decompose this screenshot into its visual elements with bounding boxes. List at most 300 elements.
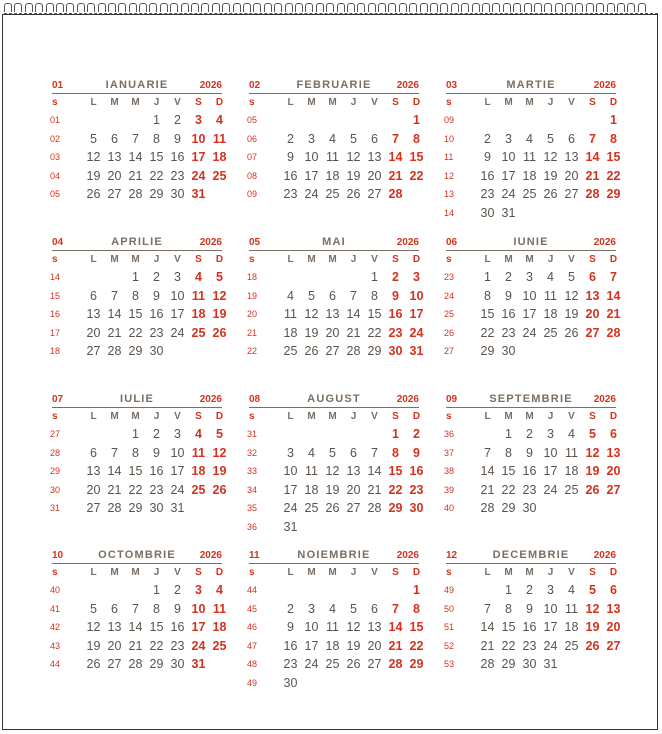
week-number-header: s [446, 567, 452, 578]
day-cell: 11 [523, 150, 536, 164]
day-cell: 24 [170, 482, 185, 497]
day-cell: 3 [505, 131, 512, 146]
day-cell: 8 [132, 288, 139, 303]
month-name: MAI [322, 236, 346, 248]
weekend-day-cell: 14 [388, 620, 403, 634]
day-cell: 1 [484, 270, 491, 284]
day-cell: 5 [308, 288, 315, 303]
day-cell: 14 [346, 307, 361, 321]
weekday-header-row [249, 564, 419, 581]
month-header [249, 236, 419, 251]
day-cell: 4 [547, 270, 554, 284]
day-cell: 22 [149, 638, 164, 653]
weekday-label: J [153, 97, 160, 108]
week-number: 30 [50, 484, 61, 495]
weekday-header-row [446, 408, 616, 425]
day-cell: 11 [326, 620, 339, 634]
weekend-day-cell: 18 [212, 150, 227, 164]
week-number: 05 [247, 115, 258, 125]
day-cell: 1 [153, 113, 160, 127]
week-number: 27 [50, 429, 61, 439]
day-cell: 25 [543, 325, 558, 340]
week-row [444, 618, 621, 637]
weekend-day-cell: 14 [388, 150, 403, 164]
month-header [52, 393, 222, 408]
week-number: 02 [50, 133, 61, 144]
weekday-label: S [589, 411, 596, 422]
weekend-day-cell: 6 [589, 270, 596, 284]
week-number: 33 [247, 466, 258, 476]
day-cell: 20 [325, 325, 340, 340]
day-cell: 4 [329, 601, 336, 616]
weekend-day-cell: 3 [413, 270, 420, 284]
weekend-day-cell: 15 [388, 464, 403, 478]
day-cell: 18 [522, 168, 537, 183]
month-name: NOIEMBRIE [297, 549, 371, 561]
month-number: 07 [52, 394, 64, 405]
weekday-label: M [504, 411, 513, 422]
week-row [247, 462, 424, 481]
week-number: 44 [247, 585, 258, 595]
day-cell: 3 [308, 131, 315, 146]
day-cell: 3 [547, 583, 554, 597]
week-number: 47 [247, 640, 258, 651]
weekday-label: M [328, 254, 337, 265]
day-cell: 9 [153, 445, 160, 460]
day-cell: 30 [522, 501, 537, 515]
day-cell: 23 [522, 482, 537, 497]
day-cell: 30 [522, 657, 537, 671]
week-row [444, 167, 621, 186]
day-cell: 7 [111, 288, 118, 303]
week-number: 34 [247, 484, 258, 495]
day-cell: 17 [522, 307, 537, 321]
weekend-day-cell: 15 [409, 620, 424, 634]
day-cell: 1 [371, 270, 378, 284]
week-row [247, 637, 424, 656]
week-row [247, 499, 424, 518]
weekend-day-cell: 29 [388, 501, 403, 515]
week-row [247, 342, 424, 361]
week-number: 31 [50, 503, 61, 513]
weekend-day-cell: 7 [392, 131, 399, 146]
weekend-day-cell: 11 [191, 445, 206, 460]
weekday-label: S [195, 411, 202, 422]
day-cell: 6 [90, 288, 97, 303]
weekend-day-cell: 23 [388, 325, 403, 340]
day-cell: 15 [149, 620, 164, 634]
weekend-day-cell: 13 [606, 601, 621, 616]
weekday-label: S [589, 254, 596, 265]
day-cell: 2 [153, 270, 160, 284]
weekend-day-cell: 5 [216, 270, 223, 284]
day-cell: 19 [564, 307, 579, 321]
month-number: 11 [249, 550, 260, 561]
day-cell: 9 [153, 288, 160, 303]
week-number: 37 [444, 447, 455, 458]
weekday-label: D [609, 97, 618, 108]
week-row [249, 268, 419, 287]
week-row [444, 305, 621, 324]
day-cell: 16 [522, 464, 537, 478]
weekday-label: L [287, 411, 294, 422]
month-block [247, 549, 424, 692]
weekday-label: S [392, 411, 399, 422]
week-row [52, 655, 222, 674]
month-number: 12 [446, 550, 458, 561]
day-cell: 9 [287, 150, 294, 164]
day-cell: 12 [304, 307, 319, 321]
week-number: 40 [50, 585, 61, 595]
day-cell: 21 [107, 325, 122, 340]
day-cell: 30 [170, 187, 185, 201]
day-cell: 21 [480, 482, 495, 497]
weekday-label: J [350, 254, 357, 265]
weekend-day-cell: 7 [610, 270, 617, 284]
week-number: 04 [50, 170, 61, 181]
week-row [446, 342, 616, 361]
weekday-label: M [110, 254, 119, 265]
week-number: 46 [247, 622, 258, 632]
week-number: 53 [444, 659, 455, 669]
month-year: 2026 [593, 550, 616, 561]
day-cell: 27 [86, 501, 101, 515]
week-row [247, 481, 424, 500]
month-block [444, 393, 621, 518]
day-cell: 25 [283, 344, 298, 358]
day-cell: 27 [325, 344, 340, 358]
day-cell: 18 [564, 620, 579, 634]
weekday-label: D [412, 254, 421, 265]
day-cell: 26 [86, 187, 101, 201]
weekday-label: M [504, 567, 513, 578]
day-cell: 16 [522, 620, 537, 634]
week-row [52, 268, 222, 287]
weekday-label: L [90, 254, 97, 265]
day-cell: 28 [128, 187, 143, 201]
month-block [50, 79, 227, 204]
weekend-day-cell: 12 [212, 288, 227, 303]
day-cell: 30 [149, 344, 164, 358]
day-cell: 18 [564, 464, 579, 478]
weekend-day-cell: 24 [409, 325, 424, 340]
day-cell: 12 [564, 288, 579, 303]
week-number: 12 [444, 170, 455, 181]
weekday-label: M [328, 567, 337, 578]
week-row [249, 111, 419, 130]
day-cell: 11 [544, 288, 557, 303]
day-cell: 10 [304, 150, 319, 164]
day-cell: 24 [304, 187, 319, 201]
weekend-day-cell: 10 [191, 131, 206, 146]
week-number: 31 [247, 429, 258, 439]
weekend-day-cell: 25 [212, 168, 227, 183]
weekday-label: V [371, 97, 378, 108]
week-number: 26 [444, 327, 455, 338]
weekday-label: L [90, 411, 97, 422]
week-row [50, 444, 227, 463]
week-number: 52 [444, 640, 455, 651]
weekday-label: V [371, 567, 378, 578]
weekend-day-cell: 11 [212, 601, 227, 616]
week-row [50, 618, 227, 637]
week-row [50, 148, 227, 167]
weekend-day-cell: 28 [585, 187, 600, 201]
day-cell: 23 [149, 482, 164, 497]
day-cell: 27 [346, 501, 361, 515]
weekday-header-row [52, 251, 222, 268]
month-number: 01 [52, 80, 64, 91]
day-cell: 15 [367, 307, 382, 321]
day-cell: 25 [522, 187, 537, 201]
week-number: 03 [50, 152, 61, 162]
weekday-label: J [547, 411, 554, 422]
month-name: DECEMBRIE [492, 549, 570, 561]
day-cell: 10 [170, 445, 185, 460]
week-row [50, 462, 227, 481]
week-number: 08 [247, 170, 258, 181]
day-cell: 19 [86, 638, 101, 653]
month-block [247, 79, 424, 204]
week-number: 38 [444, 466, 455, 476]
day-cell: 4 [526, 131, 533, 146]
day-cell: 19 [346, 168, 361, 183]
day-cell: 5 [329, 445, 336, 460]
week-row [444, 324, 621, 343]
day-cell: 23 [149, 325, 164, 340]
day-cell: 29 [149, 187, 164, 201]
day-cell: 29 [128, 501, 143, 515]
weekday-label: M [131, 254, 140, 265]
weekday-header-row [446, 94, 616, 111]
weekend-day-cell: 30 [409, 501, 424, 515]
day-cell: 9 [505, 288, 512, 303]
weekday-label: M [110, 567, 119, 578]
week-number-header: s [446, 254, 452, 265]
month-year: 2026 [396, 394, 419, 405]
week-number: 19 [247, 290, 258, 301]
week-number: 14 [50, 272, 61, 282]
weekend-day-cell: 26 [212, 482, 227, 497]
weekend-day-cell: 29 [606, 187, 621, 201]
month-name: MARTIE [506, 79, 556, 91]
weekend-day-cell: 21 [606, 307, 621, 321]
weekend-day-cell: 22 [409, 638, 424, 653]
day-cell: 20 [107, 168, 122, 183]
day-cell: 8 [371, 288, 378, 303]
week-row [444, 148, 621, 167]
day-cell: 3 [547, 427, 554, 441]
weekday-label: V [371, 254, 378, 265]
weekend-day-cell: 3 [195, 113, 202, 127]
weekend-day-cell: 1 [413, 583, 420, 597]
day-cell: 26 [346, 187, 361, 201]
weekday-label: S [195, 97, 202, 108]
weekend-day-cell: 13 [585, 288, 600, 303]
month-header [446, 549, 616, 564]
day-cell: 27 [564, 187, 579, 201]
day-cell: 17 [170, 307, 185, 321]
week-number: 35 [247, 503, 258, 513]
month-name: IUNIE [513, 236, 549, 248]
day-cell: 7 [132, 131, 139, 146]
weekday-label: M [525, 411, 534, 422]
weekday-label: L [484, 254, 491, 265]
weekday-label: L [287, 254, 294, 265]
day-cell: 6 [371, 601, 378, 616]
day-cell: 13 [367, 150, 382, 164]
month-year: 2026 [593, 394, 616, 405]
day-cell: 20 [86, 325, 101, 340]
day-cell: 20 [564, 168, 579, 183]
month-year: 2026 [396, 80, 419, 91]
day-cell: 3 [526, 270, 533, 284]
day-cell: 6 [371, 131, 378, 146]
week-row [50, 287, 227, 306]
weekday-label: D [215, 567, 224, 578]
weekday-label: M [110, 97, 119, 108]
week-row [444, 287, 621, 306]
week-number: 18 [50, 346, 61, 356]
week-number: 36 [444, 429, 455, 439]
week-number-header: s [52, 411, 58, 422]
weekend-day-cell: 12 [585, 445, 600, 460]
day-cell: 17 [501, 168, 516, 183]
weekend-day-cell: 22 [409, 168, 424, 183]
weekend-day-cell: 25 [191, 325, 206, 340]
weekday-label: L [90, 567, 97, 578]
day-cell: 11 [565, 601, 578, 616]
weekend-day-cell: 21 [388, 168, 403, 183]
day-cell: 4 [287, 288, 294, 303]
weekend-day-cell: 1 [610, 113, 617, 127]
weekday-label: S [195, 567, 202, 578]
week-number-header: s [52, 254, 58, 265]
day-cell: 26 [325, 501, 340, 515]
day-cell: 15 [501, 620, 516, 634]
day-cell: 25 [564, 482, 579, 497]
month-name: FEBRUARIE [296, 79, 372, 91]
week-number: 49 [444, 585, 455, 595]
week-number: 48 [247, 659, 258, 669]
day-cell: 12 [346, 620, 361, 634]
day-cell: 25 [564, 638, 579, 653]
day-cell: 30 [501, 344, 516, 358]
weekday-header-row [52, 94, 222, 111]
weekday-label: M [525, 254, 534, 265]
weekday-label: V [174, 97, 181, 108]
day-cell: 22 [480, 325, 495, 340]
day-cell: 13 [325, 307, 340, 321]
weekend-day-cell: 5 [216, 427, 223, 441]
day-cell: 28 [480, 501, 495, 515]
day-cell: 10 [543, 445, 558, 460]
day-cell: 21 [480, 638, 495, 653]
day-cell: 15 [128, 307, 143, 321]
weekend-day-cell: 21 [388, 638, 403, 653]
week-number: 18 [247, 272, 258, 282]
weekday-label: V [568, 254, 575, 265]
weekday-label: V [568, 97, 575, 108]
week-number: 24 [444, 290, 455, 301]
day-cell: 23 [522, 638, 537, 653]
day-cell: 1 [505, 583, 512, 597]
week-number: 05 [50, 189, 61, 199]
day-cell: 14 [480, 620, 495, 634]
week-number: 32 [247, 447, 258, 458]
weekend-day-cell: 8 [413, 131, 420, 146]
weekend-day-cell: 2 [413, 427, 420, 441]
weekend-day-cell: 20 [606, 464, 621, 478]
week-row [444, 444, 621, 463]
weekend-day-cell: 28 [606, 325, 621, 340]
day-cell: 7 [484, 601, 491, 616]
weekend-day-cell: 26 [585, 482, 600, 497]
week-row [52, 111, 222, 130]
week-number: 22 [247, 346, 258, 356]
weekday-label: M [131, 567, 140, 578]
day-cell: 8 [505, 445, 512, 460]
day-cell: 22 [149, 168, 164, 183]
day-cell: 3 [174, 270, 181, 284]
month-number: 09 [446, 394, 458, 405]
week-number: 09 [247, 189, 258, 199]
month-header [249, 549, 419, 564]
weekday-label: S [589, 567, 596, 578]
day-cell: 12 [543, 150, 558, 164]
week-row [446, 581, 616, 600]
day-cell: 7 [111, 445, 118, 460]
week-row [247, 287, 424, 306]
day-cell: 24 [304, 657, 319, 671]
day-cell: 6 [329, 288, 336, 303]
weekend-day-cell: 6 [610, 427, 617, 441]
weekday-header-row [249, 408, 419, 425]
day-cell: 11 [305, 464, 318, 478]
week-row [249, 130, 419, 149]
week-number: 28 [50, 447, 61, 458]
day-cell: 28 [107, 344, 122, 358]
weekend-day-cell: 31 [409, 344, 424, 358]
weekday-label: J [350, 97, 357, 108]
day-cell: 27 [107, 187, 122, 201]
weekday-label: M [307, 411, 316, 422]
weekday-label: M [307, 254, 316, 265]
weekend-day-cell: 25 [212, 638, 227, 653]
week-number-header: s [52, 567, 58, 578]
weekday-label: L [90, 97, 97, 108]
month-header [52, 79, 222, 94]
weekday-label: L [484, 567, 491, 578]
weekday-label: D [609, 411, 618, 422]
weekday-label: M [110, 411, 119, 422]
weekday-header-row [249, 251, 419, 268]
weekday-label: D [215, 411, 224, 422]
day-cell: 17 [543, 464, 558, 478]
weekday-label: M [504, 254, 513, 265]
weekend-day-cell: 9 [413, 445, 420, 460]
day-cell: 27 [367, 187, 382, 201]
day-cell: 30 [170, 657, 185, 671]
day-cell: 11 [284, 307, 297, 321]
week-number: 29 [50, 466, 61, 476]
week-row [444, 637, 621, 656]
weekend-day-cell: 4 [216, 583, 223, 597]
day-cell: 5 [568, 270, 575, 284]
week-row [50, 130, 227, 149]
week-number: 27 [444, 346, 455, 356]
day-cell: 16 [283, 168, 298, 183]
